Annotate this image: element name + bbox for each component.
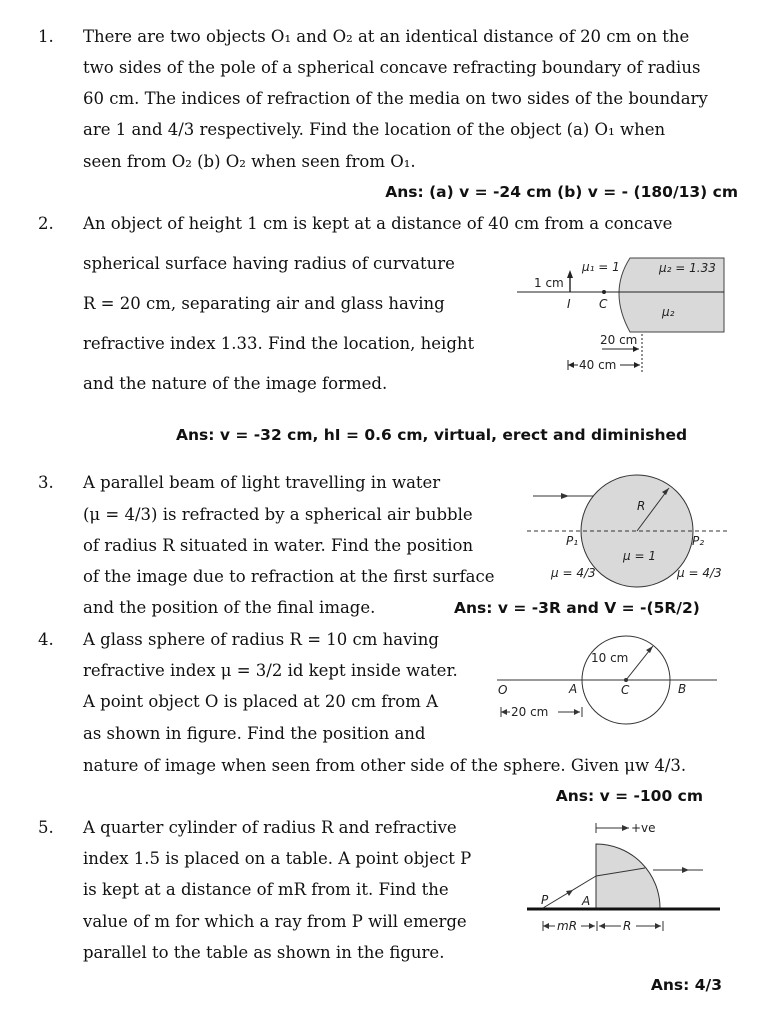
fig5-positive-direction-label: +ve bbox=[631, 821, 656, 835]
problem-3-line: of the image due to refraction at the first surface bbox=[83, 567, 495, 586]
problem-5-line: parallel to the table as shown in the figure. bbox=[83, 943, 445, 962]
fig5-mr-label: mR bbox=[557, 919, 578, 933]
problem-4-answer: Ans: v = -100 cm bbox=[555, 787, 703, 805]
problem-2-line: R = 20 cm, separating air and glass having bbox=[83, 294, 445, 313]
problem-1-number: 1. bbox=[38, 27, 54, 46]
figure-glass-sphere bbox=[495, 636, 725, 728]
problem-3-line: A parallel beam of light travelling in water bbox=[83, 473, 441, 492]
figure-quarter-cylinder bbox=[525, 818, 725, 938]
fig4-a-label: A bbox=[569, 682, 578, 696]
fig3-mu-right-label: μ = 4/3 bbox=[677, 566, 722, 580]
problem-3-line: (μ = 4/3) is refracted by a spherical air bubble bbox=[83, 505, 473, 524]
problem-1-line: 60 cm. The indices of refraction of the media on two sides of the boundary bbox=[83, 89, 708, 108]
fig4-o-label: O bbox=[498, 683, 508, 697]
fig5-r-label: R bbox=[623, 919, 632, 933]
fig2-center-label: C bbox=[599, 297, 608, 311]
fig4-distance-label: 20 cm bbox=[511, 705, 549, 719]
fig3-mu-inside-label: μ = 1 bbox=[623, 549, 656, 563]
fig2-mu1-label: μ₁ = 1 bbox=[582, 260, 620, 274]
figure-concave-surface bbox=[512, 250, 732, 380]
fig4-radius-label: 10 cm bbox=[591, 651, 629, 665]
problem-1-line: seen from O₂ (b) O₂ when seen from O₁. bbox=[83, 152, 416, 171]
problem-5-number: 5. bbox=[38, 818, 54, 837]
fig2-mu2-label: μ₂ bbox=[662, 305, 675, 319]
figure-air-bubble bbox=[525, 476, 735, 586]
problem-3-number: 3. bbox=[38, 473, 54, 492]
problem-3-line: and the position of the final image. bbox=[83, 598, 376, 617]
problem-2-line: An object of height 1 cm is kept at a distance of 40 cm from a concave bbox=[83, 214, 673, 233]
problem-1-answer: Ans: (a) v = -24 cm (b) v = - (180/13) cm bbox=[385, 183, 738, 201]
fig5-p-label: P bbox=[541, 893, 549, 907]
problem-5-line: value of m for which a ray from P will emerge bbox=[83, 912, 467, 931]
problem-2-line: spherical surface having radius of curvature bbox=[83, 254, 455, 273]
problem-3-line: of radius R situated in water. Find the position bbox=[83, 536, 474, 555]
problem-2-number: 2. bbox=[38, 214, 54, 233]
fig2-40cm-label: 40 cm bbox=[579, 358, 617, 372]
fig2-object-label: I bbox=[567, 297, 571, 311]
problem-2-answer: Ans: v = -32 cm, hI = 0.6 cm, virtual, erect and diminished bbox=[176, 426, 688, 444]
problem-1-line: two sides of the pole of a spherical concave refracting boundary of radius bbox=[83, 58, 701, 77]
fig3-p1-label: P₁ bbox=[566, 534, 579, 548]
problem-5-answer: Ans: 4/3 bbox=[650, 976, 722, 994]
problem-4-line: A point object O is placed at 20 cm from A bbox=[83, 692, 438, 711]
problem-5-line: index 1.5 is placed on a table. A point object P bbox=[83, 849, 472, 868]
problem-4-line: A glass sphere of radius R = 10 cm having bbox=[83, 630, 439, 649]
fig4-b-label: B bbox=[678, 682, 687, 696]
problem-1-line: There are two objects O₁ and O₂ at an identical distance of 20 cm on the bbox=[83, 27, 690, 46]
problem-2-line: and the nature of the image formed. bbox=[83, 374, 388, 393]
fig3-p2-label: P₂ bbox=[692, 534, 705, 548]
problem-3-answer: Ans: v = -3R and V = -(5R/2) bbox=[454, 599, 700, 617]
fig2-20cm-label: 20 cm bbox=[600, 333, 638, 347]
problem-1-line: are 1 and 4/3 respectively. Find the location of the object (a) O₁ when bbox=[83, 120, 666, 139]
problem-4-line: nature of image when seen from other side of the sphere. Given μw 4/3. bbox=[83, 756, 687, 775]
problem-4-line: refractive index μ = 3/2 id kept inside water. bbox=[83, 661, 458, 680]
fig2-height-label: 1 cm bbox=[534, 276, 564, 290]
fig4-c-label: C bbox=[621, 683, 630, 697]
fig3-mu-left-label: μ = 4/3 bbox=[551, 566, 596, 580]
fig5-a-label: A bbox=[582, 894, 591, 908]
problem-5-line: A quarter cylinder of radius R and refractive bbox=[83, 818, 457, 837]
problem-2-line: refractive index 1.33. Find the location, height bbox=[83, 334, 475, 353]
fig3-radius-label: R bbox=[637, 499, 646, 513]
problem-4-number: 4. bbox=[38, 630, 54, 649]
fig2-mu2-top-label: μ₂ = 1.33 bbox=[659, 261, 716, 275]
problem-5-line: is kept at a distance of mR from it. Find the bbox=[83, 880, 449, 899]
problem-4-line: as shown in figure. Find the position and bbox=[83, 724, 426, 743]
